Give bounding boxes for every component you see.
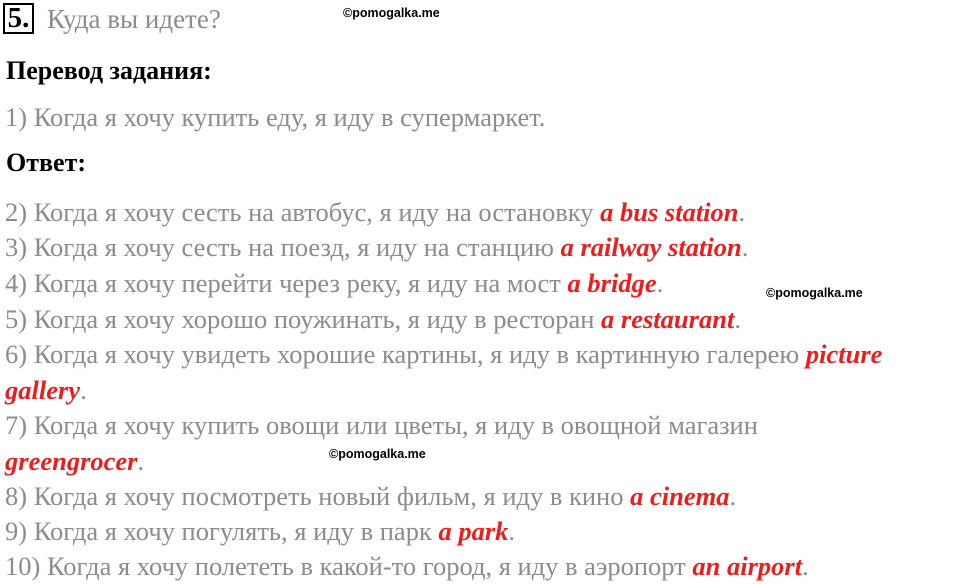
answer-line-6 xyxy=(5,336,882,372)
line-end: . xyxy=(734,304,741,334)
translation-text: 1) Когда я хочу купить еду, я иду в супермаркет. xyxy=(5,102,546,132)
watermark: ©pomogalka.me xyxy=(329,447,426,461)
answer-word: a restaurant xyxy=(601,304,735,334)
answer-line-9 xyxy=(5,513,515,549)
answer-line-7 xyxy=(5,407,758,443)
answer-word: a park xyxy=(438,516,509,546)
watermark: ©pomogalka.me xyxy=(343,6,440,20)
line-text: 7) Когда я хочу купить овощи или цветы, я иду в овощной магазин xyxy=(5,410,758,440)
answer-word: picture xyxy=(805,339,883,369)
line-end: . xyxy=(802,551,809,581)
line-text: 4) Когда я хочу перейти через реку, я иду на мост xyxy=(5,268,568,298)
line-text: 6) Когда я хочу увидеть хорошие картины, я иду в картинную галерею xyxy=(5,339,806,369)
answer-line-6-cont xyxy=(5,372,87,408)
answer-word: a railway station xyxy=(560,232,742,262)
answer-word: a bridge xyxy=(567,268,657,298)
answer-heading: Ответ: xyxy=(6,148,87,177)
answer-word: an airport xyxy=(692,551,803,581)
answer-line-10 xyxy=(5,548,809,584)
answer-line-4 xyxy=(5,265,663,301)
line-end: . xyxy=(656,268,664,298)
answer-word: a cinema xyxy=(630,481,730,511)
line-text: 3) Когда я хочу сесть на поезд, я иду на станцию xyxy=(5,232,561,262)
line-end: . xyxy=(137,446,145,476)
line-text: 5) Когда я хочу хорошо поужинать, я иду в ресторан xyxy=(5,304,602,334)
answer-line-3 xyxy=(5,229,748,265)
line-text: 9) Когда я хочу погулять, я иду в парк xyxy=(5,516,439,546)
translation-heading: Перевод задания: xyxy=(6,56,212,85)
answer-line-2 xyxy=(5,194,745,230)
line-end: . xyxy=(738,197,746,227)
answer-line-5 xyxy=(5,301,741,337)
answer-word: gallery xyxy=(5,375,81,405)
task-number: 5. xyxy=(3,3,34,34)
line-end: . xyxy=(508,516,516,546)
line-end: . xyxy=(80,375,87,405)
line-end: . xyxy=(741,232,749,262)
answer-line-8 xyxy=(5,478,736,514)
answer-line-7-cont xyxy=(5,443,144,479)
answer-word: a bus station xyxy=(600,197,739,227)
answer-word: greengrocer xyxy=(5,446,138,476)
line-text: 8) Когда я хочу посмотреть новый фильм, я иду в кино xyxy=(5,481,631,511)
line-text: 10) Когда я хочу полететь в какой-то город, я иду в аэропорт xyxy=(5,551,693,581)
line-text: 2) Когда я хочу сесть на автобус, я иду на остановку xyxy=(5,197,601,227)
task-title: Куда вы идете? xyxy=(47,4,221,34)
watermark: ©pomogalka.me xyxy=(766,286,863,300)
line-end: . xyxy=(729,481,737,511)
